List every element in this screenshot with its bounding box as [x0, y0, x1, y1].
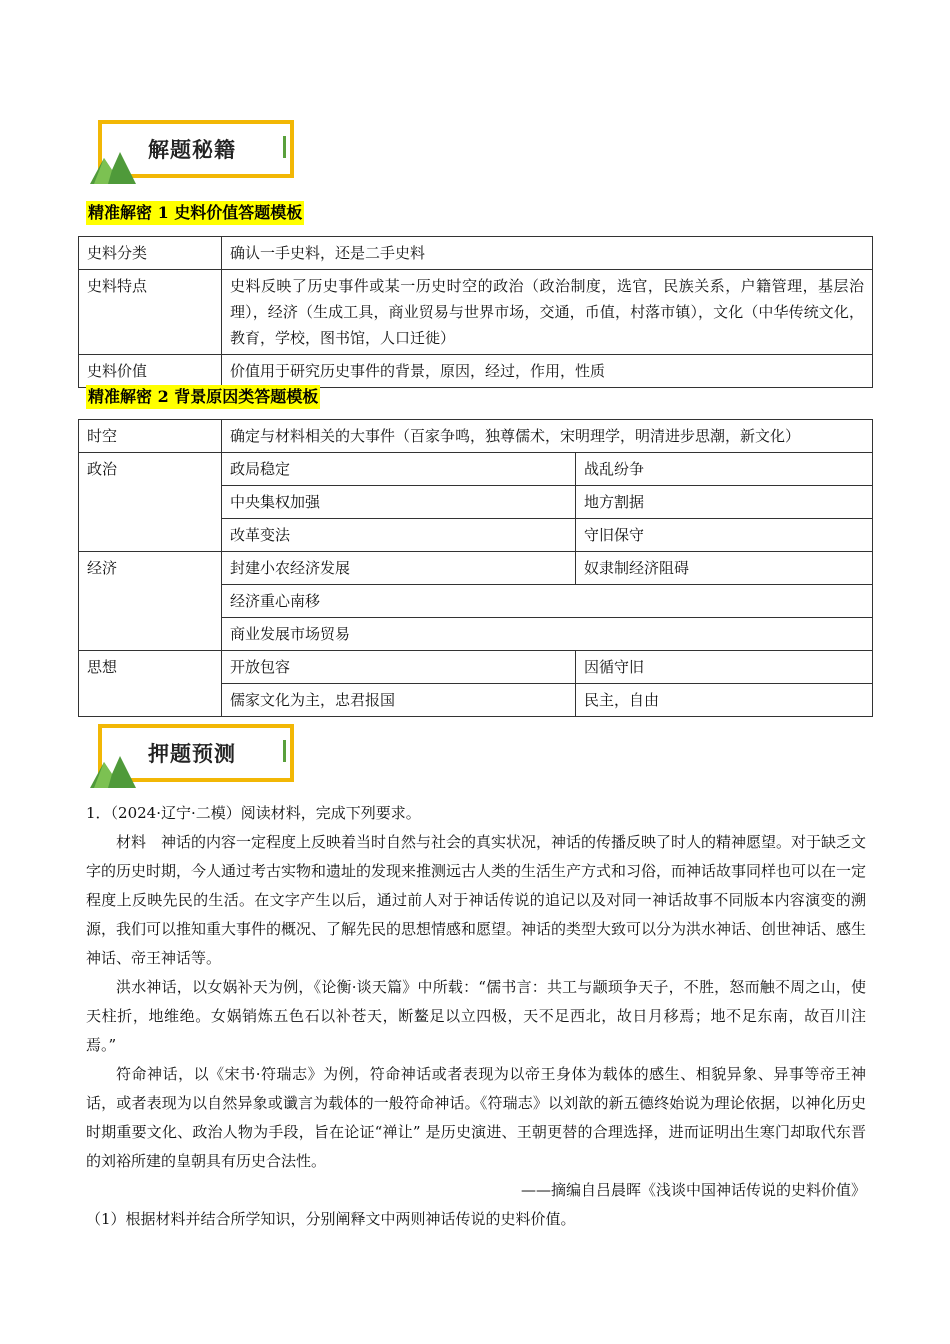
- cell-positive: 改革变法: [222, 519, 576, 552]
- cell-positive: 儒家文化为主，忠君报国: [222, 684, 576, 717]
- cell-positive: 开放包容: [222, 651, 576, 684]
- row-label: 史料特点: [79, 270, 222, 355]
- question-stem: [86, 799, 866, 828]
- cell-positive: 封建小农经济发展: [222, 552, 576, 585]
- row-label: 史料价值: [79, 355, 222, 388]
- section-banner-prediction: [90, 724, 296, 788]
- background-cause-template-table: [78, 419, 873, 717]
- cell-negative: 战乱纷争: [576, 453, 873, 486]
- cell-negative: 奴隶制经济阻碍: [576, 552, 873, 585]
- cell-positive: 中央集权加强: [222, 486, 576, 519]
- material-citation: ——摘编自吕晨晖《浅谈中国神话传说的史料价值》: [520, 1181, 866, 1199]
- source-value-template-table: [78, 236, 873, 388]
- section-heading-2: 精准解密 2 背景原因类答题模板: [86, 385, 320, 409]
- row-content: 史料反映了历史事件或某一历史时空的政治（政治制度，选官，民族关系，户籍管理，基层治理），经济（生成工具，商业贸易与世界市场，交通，币值，村落市镇），文化（中华传统文化，教育，学校，图书馆，人口迁徙）: [222, 270, 873, 355]
- cell-positive: 政局稳定: [222, 453, 576, 486]
- cell-negative: 守旧保守: [576, 519, 873, 552]
- row-content: 价值用于研究历史事件的背景，原因，经过，作用，性质: [222, 355, 873, 388]
- mountain-icon: [90, 148, 138, 184]
- table-row: [79, 237, 873, 270]
- material-paragraph: 材料 神话的内容一定程度上反映着当时自然与社会的真实状况，神话的传播反映了时人的精神愿望。对于缺乏文字的历史时期，今人通过考古实物和遗址的发现来推测远古人类的生活生产方式和习俗，而神话故事同样也可以在一定程度上反映先民的生活。在文字产生以后，通过前人对于神话传说的追记以及对同一神话故事不同版本内容演变的溯源，我们可以推知重大事件的概况、了解先民的思想情感和愿望。神话的类型大致可以分为洪水神话、创世神话、感生神话、帝王神话等。: [86, 833, 867, 967]
- question-source: （2024·辽宁·二模）阅读材料，完成下列要求。: [110, 804, 421, 822]
- table-row: [79, 651, 873, 684]
- banner-accent-bar: [283, 136, 286, 158]
- mountain-icon: [90, 752, 138, 788]
- cell-negative: 民主，自由: [576, 684, 873, 717]
- table-row: [79, 420, 873, 453]
- row-content: 确定与材料相关的大事件（百家争鸣，独尊儒术，宋明理学，明清进步思潮，新文化）: [222, 420, 873, 453]
- row-label: 思想: [79, 651, 222, 717]
- table-row: [79, 355, 873, 388]
- table-row: [79, 552, 873, 585]
- row-label: 时空: [79, 420, 222, 453]
- banner-title: 押题预测: [148, 742, 236, 766]
- table-row: [79, 270, 873, 355]
- banner-title: 解题秘籍: [148, 138, 236, 162]
- cell-positive: 商业发展市场贸易: [222, 618, 873, 651]
- row-content: 确认一手史料，还是二手史料: [222, 237, 873, 270]
- row-label: 政治: [79, 453, 222, 552]
- row-label: 史料分类: [79, 237, 222, 270]
- question-number: 1．: [86, 804, 111, 822]
- banner-accent-bar: [283, 740, 286, 762]
- sub-question: （1）根据材料并结合所学知识，分别阐释文中两则神话传说的史料价值。: [86, 1210, 576, 1228]
- section-banner-tips: [90, 120, 296, 184]
- row-label: 经济: [79, 552, 222, 651]
- cell-positive: 经济重心南移: [222, 585, 873, 618]
- cell-negative: 因循守旧: [576, 651, 873, 684]
- material-paragraph: 符命神话，以《宋书·符瑞志》为例，符命神话或者表现为以帝王身体为载体的感生、相貌异象、异事等帝王神话，或者表现为以自然异象或谶言为载体的一般符命神话。《符瑞志》以刘歆的新五德终始说为理论依据，以神化历史时期重要文化、政治人物为手段，旨在论证“禅让” 是历史演进、王朝更替的合理选择，进而证明出生寒门却取代东晋的刘裕所建的皇朝具有历史合法性。: [86, 1065, 866, 1170]
- material-paragraph: 洪水神话，以女娲补天为例，《论衡·谈天篇》中所载：“儒书言：共工与颛顼争天子，不胜，怒而触不周之山，使天柱折，地维绝。女娲销炼五色石以补苍天，断鳌足以立四极，天不足西北，故日月移焉；地不足东南，故百川注焉。”: [86, 978, 866, 1054]
- section-heading-1: 精准解密 1 史料价值答题模板: [86, 201, 304, 225]
- question-block: [86, 799, 866, 1234]
- table-row: [79, 453, 873, 486]
- cell-negative: 地方割据: [576, 486, 873, 519]
